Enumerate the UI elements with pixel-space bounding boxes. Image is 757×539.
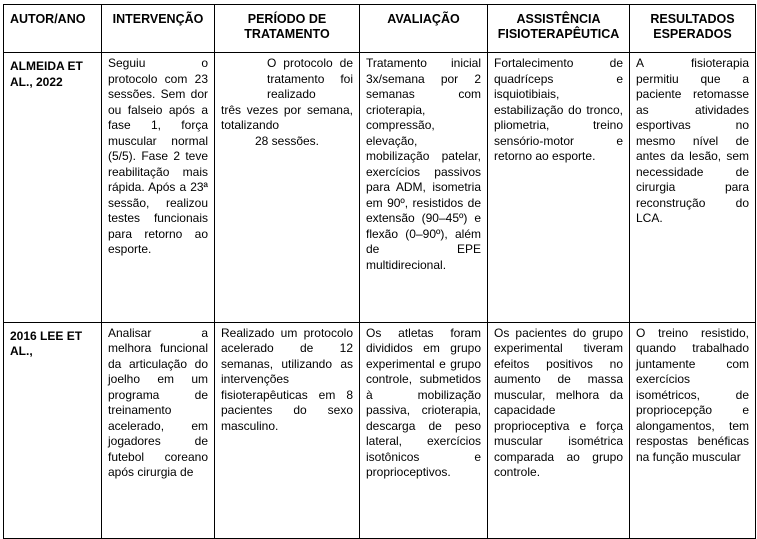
period-text-line-3: 28 sessões. (254, 133, 320, 148)
cell-physio-assistance: Os pacientes do grupo experimental tiveram efeitos positivos no aumento de massa muscular, melhora da capacidade proprioceptiva e força muscular isométrica comparada ao grupo controle. (488, 322, 630, 538)
cell-treatment-period: Realizado um protocolo acelerado de 12 semanas, utilizando as intervenções fisioterapêuticas em 8 pacientes do sexo masculino. (215, 322, 360, 538)
period-text-line-2: três vezes por semana, totalizando (221, 102, 353, 132)
header-physio-assistance: ASSISTÊNCIA FISIOTERAPÊUTICA (488, 5, 630, 53)
cell-treatment-period (215, 53, 360, 323)
header-expected-results: RESULTADOS ESPERADOS (630, 5, 756, 53)
header-intervention: INTERVENÇÃO (102, 5, 215, 53)
cell-author-year: ALMEIDA ET AL., 2022 (4, 53, 102, 323)
cell-physio-assistance: Fortalecimento de quadríceps e isquiotibiais, estabilização do tronco, pliometria, treino sensório-motor e retorno ao esporte. (488, 53, 630, 323)
cell-evaluation: Tratamento inicial 3x/semana por 2 semanas com crioterapia, compressão, elevação, mobilização patelar, exercícios passivos para ADM, isometria em 90º, resistidos de extensão (90–45º) e flexão (0–90º), além de EPE multidirecional. (360, 53, 488, 323)
cell-expected-results: A fisioterapia permitiu que a paciente retomasse as atividades esportivas no mesmo nível de antes da lesão, sem necessidade de cirurgia para reconstrução do LCA. (630, 53, 756, 323)
header-evaluation: AVALIAÇÃO (360, 5, 488, 53)
table-row (4, 53, 756, 323)
cell-intervention: Seguiu o protocolo com 23 sessões. Sem dor ou falseio após a fase 1, força muscular normal (5/5). Fase 2 teve reabilitação mais rápida. Após a 23ª sessão, realizou testes funcionais para retorno ao esporte. (102, 53, 215, 323)
table-header-row (4, 5, 756, 53)
header-treatment-period: PERÍODO DE TRATAMENTO (215, 5, 360, 53)
period-text-line-1: O protocolo de tratamento foi realizado (267, 56, 353, 101)
cell-expected-results: O treino resistido, quando trabalhado juntamente com exercícios isométricos, de propriocepção e alongamentos, tem respostas benéficas na função muscular (630, 322, 756, 538)
table-row (4, 322, 756, 538)
literature-review-table (3, 4, 756, 539)
cell-intervention: Analisar a melhora funcional da articulação do joelho em um programa de treinamento acelerado, em jogadores de futebol coreano após cirurgia de (102, 322, 215, 538)
cell-author-year: 2016 LEE ET AL., (4, 322, 102, 538)
cell-evaluation: Os atletas foram divididos em grupo experimental e grupo controle, submetidos à mobilização passiva, crioterapia, descarga de peso lateral, exercícios isotônicos e proprioceptivos. (360, 322, 488, 538)
header-author-year: AUTOR/ANO (4, 5, 102, 53)
